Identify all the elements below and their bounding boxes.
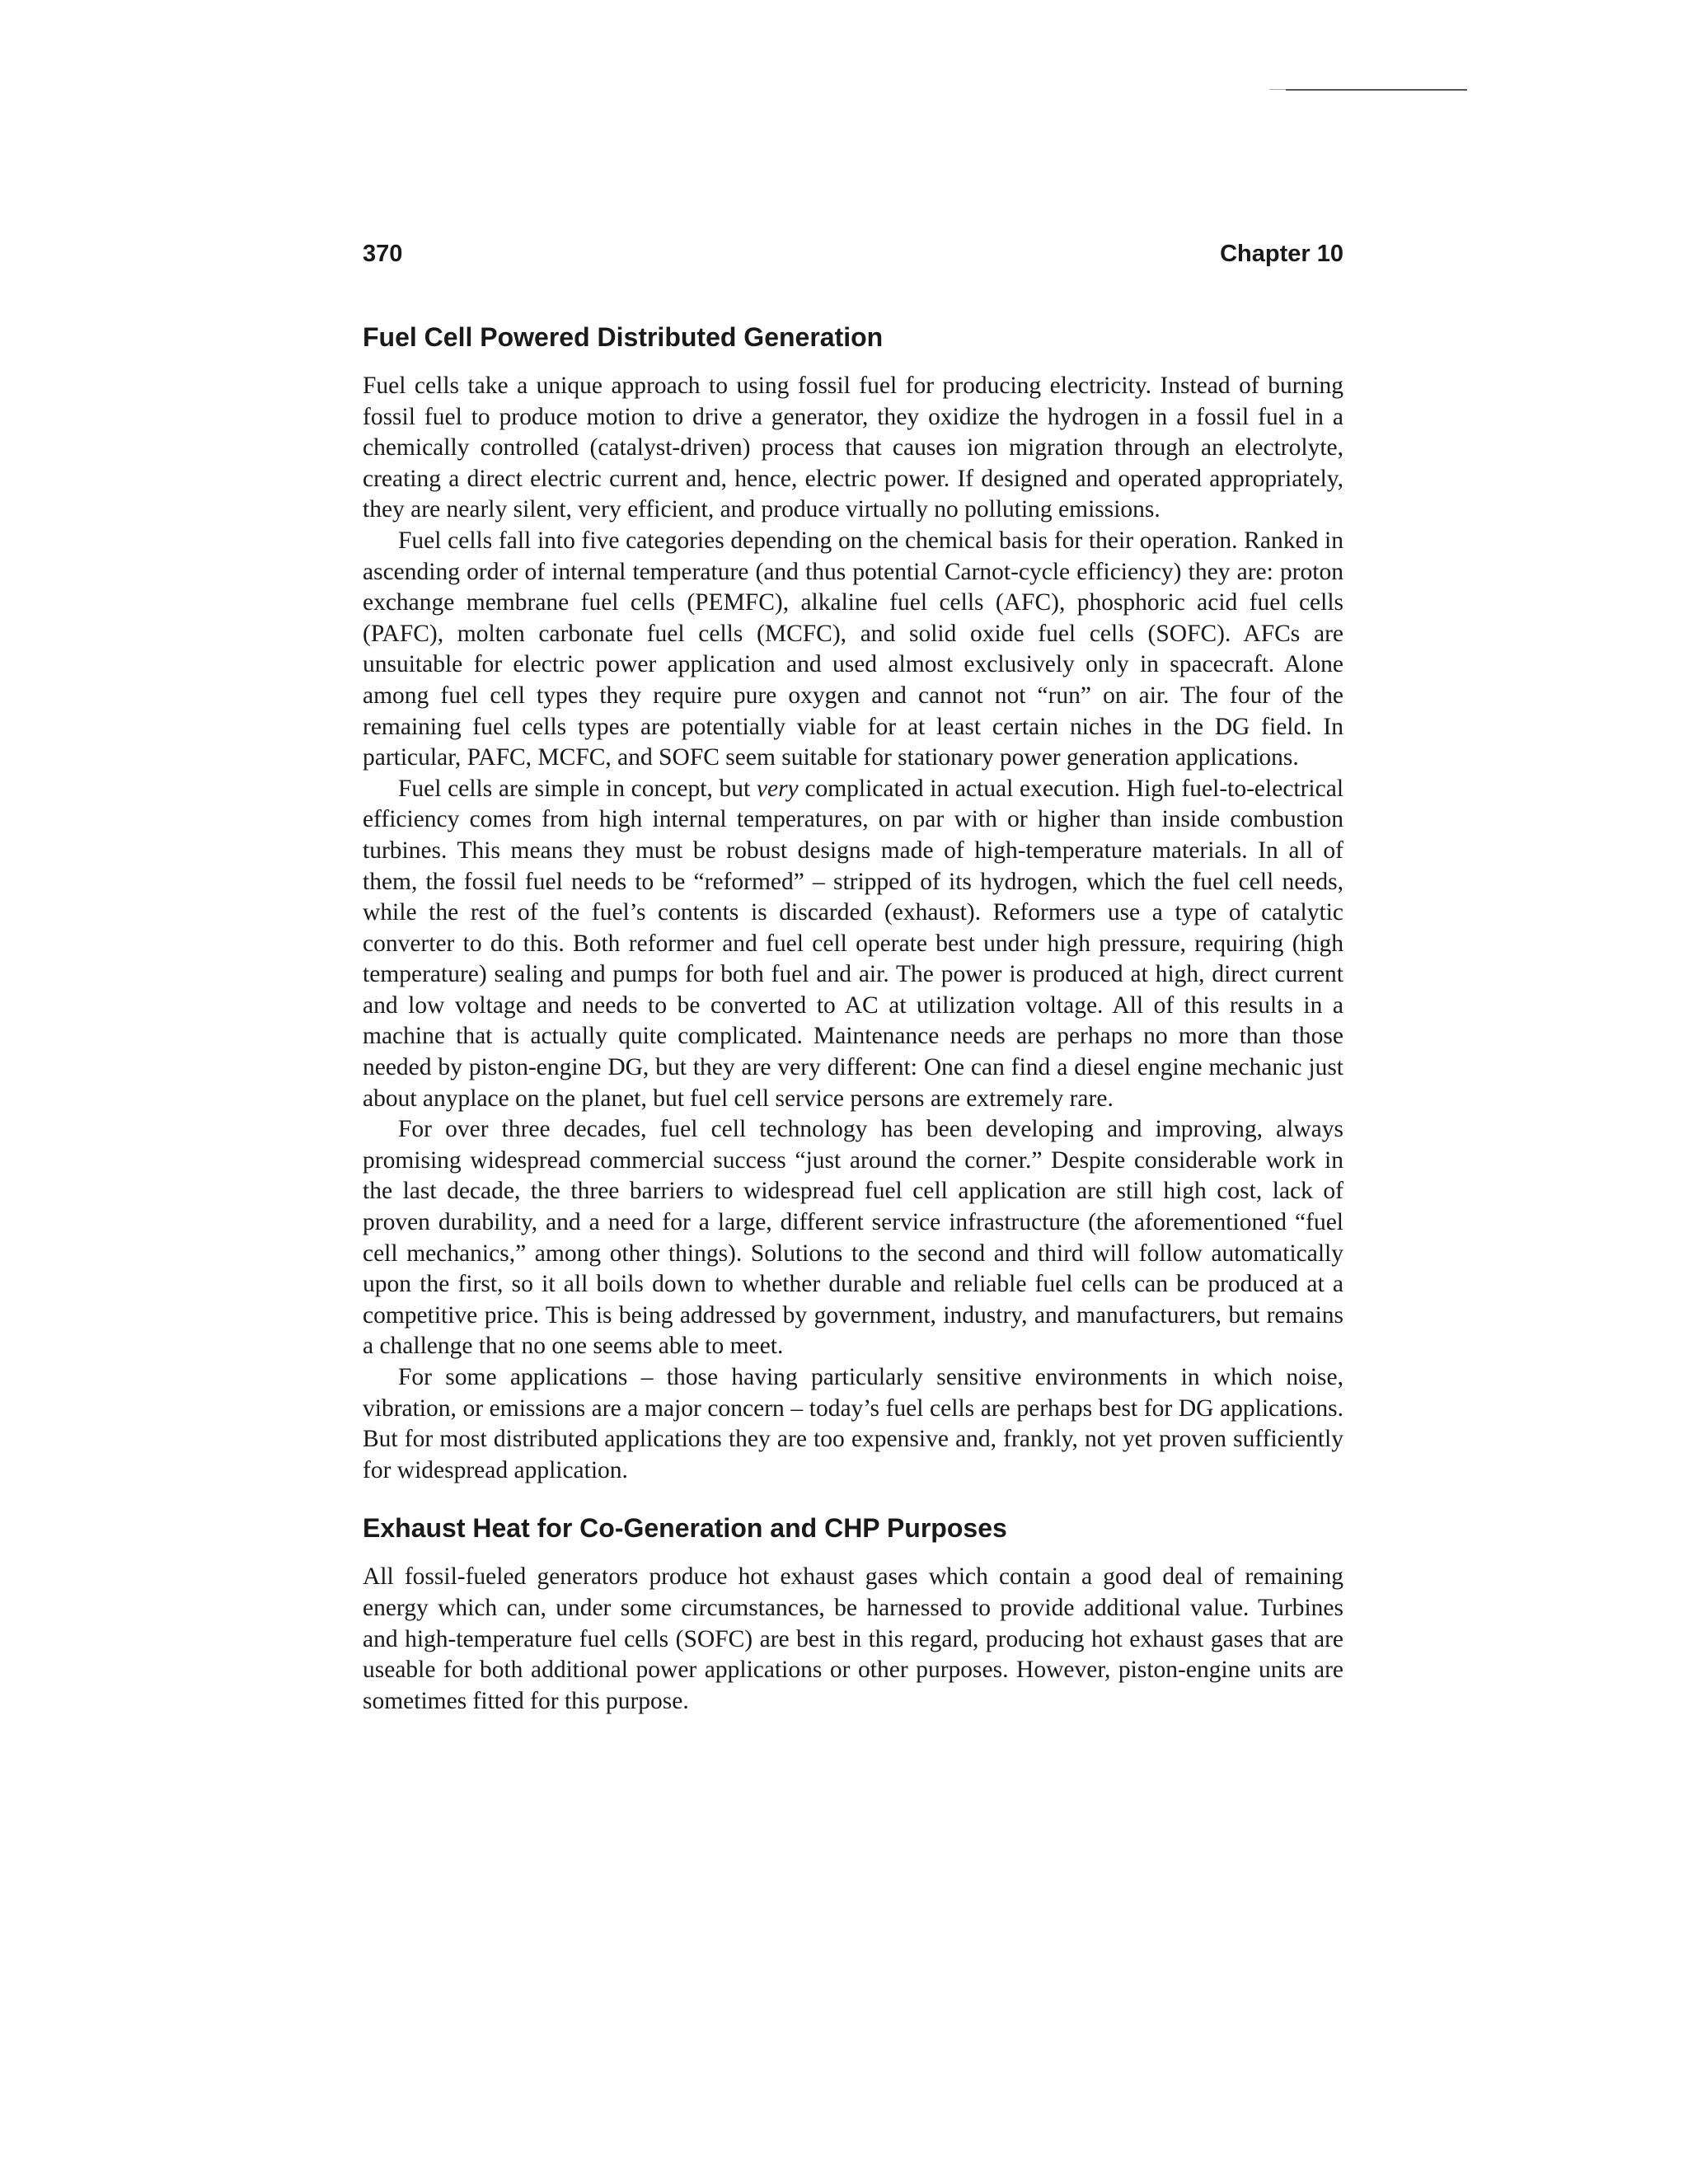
paragraph-text: complicated in actual execution. High fuel-to-electrical efficiency comes from high internal temperatures, on par with or higher than inside combustion turbines. This means they must be robust designs made of high-temperature materials. In all of them, the fossil fuel needs to be “reformed” – stripped of its hydrogen, which the fuel cell needs, while the rest of the fuel’s contents is discarded (exhaust). Reformers use a type of catalytic converter to do this. Both reformer and fuel cell operate best under high pressure, requiring (high temperature) sealing and pumps for both fuel and air. The power is produced at high, direct current and low voltage and needs to be converted to AC at utilization voltage. All of this results in a machine that is actually quite complicated. Maintenance needs are perhaps no more than those needed by piston-engine DG, but they are very different: One can find a diesel engine mechanic just about anyplace on the planet, but fuel cell service persons are extremely rare. xyxy=(363,775,1344,1112)
paragraph: For some applications – those having particularly sensitive environments in which noise, vibration, or emissions are a major concern – today’s fuel cells are perhaps best for DG applications. But for most distributed applications they are too expensive and, frankly, not yet proven sufficiently for widespread application. xyxy=(363,1364,1343,1483)
paragraph: All fossil-fueled generators produce hot exhaust gases which contain a good deal of remaining energy which can, under some circumstances, be harnessed to provide additional value. Turbines and high-temperature fuel cells (SOFC) are best in this regard, producing hot exhaust gases that are useable for both additional power applications or other purposes. However, piston-engine units are sometimes fitted for this purpose. xyxy=(363,1563,1343,1714)
section-body-fuel-cell xyxy=(363,371,1343,1486)
scan-artifact-rule xyxy=(1286,89,1467,91)
paragraph: Fuel cells fall into five categories depending on the chemical basis for their operation. Ranked in ascending order of internal temperature (and thus potential Carnot-cycle efficiency) they are: proton exchange membrane fuel cells (PEMFC), alkaline fuel cells (AFC), phosphoric acid fuel cells (PAFC), molten carbonate fuel cells (MCFC), and solid oxide fuel cells (SOFC). AFCs are unsuitable for electric power application and used almost exclusively only in spacecraft. Alone among fuel cell types they require pure oxygen and cannot not “run” on air. The four of the remaining fuel cells types are potentially viable for at least certain niches in the DG field. In particular, PAFC, MCFC, and SOFC seem suitable for stationary power generation applications. xyxy=(363,527,1343,771)
paragraph: Fuel cells take a unique approach to using fossil fuel for producing electricity. Instead of burning fossil fuel to produce motion to drive a generator, they oxidize the hydrogen in a fossil fuel in a chemically controlled (catalyst-driven) process that causes ion migration through an electrolyte, creating a direct electric current and, hence, electric power. If designed and operated appropriately, they are nearly silent, very efficient, and produce virtually no polluting emissions. xyxy=(363,373,1343,523)
section-heading-exhaust-heat: Exhaust Heat for Co-Generation and CHP Purposes xyxy=(363,1513,1007,1544)
chapter-label: Chapter 10 xyxy=(1220,241,1343,267)
section-heading-fuel-cell: Fuel Cell Powered Distributed Generation xyxy=(363,322,884,352)
paragraph xyxy=(363,774,1343,1115)
paragraph: For over three decades, fuel cell technology has been developing and improving, always promising widespread commercial success “just around the corner.” Despite considerable work in the last decade, the three barriers to widespread fuel cell application are still high cost, lack of proven durability, and a need for a large, different service infrastructure (the aforementioned “fuel cell mechanics,” among other things). Solutions to the second and third will follow automatically upon the first, so it all boils down to whether durable and reliable fuel cells can be produced at a competitive price. This is being addressed by government, industry, and manufacturers, but remains a challenge that no one seems able to meet. xyxy=(363,1116,1343,1360)
paragraph-text: Fuel cells are simple in concept, but xyxy=(398,775,757,802)
running-head xyxy=(363,239,1343,269)
book-page xyxy=(363,239,1343,1717)
section-body-exhaust-heat xyxy=(363,1562,1343,1717)
page-number: 370 xyxy=(363,241,403,267)
emphasis-text: very xyxy=(756,775,799,802)
